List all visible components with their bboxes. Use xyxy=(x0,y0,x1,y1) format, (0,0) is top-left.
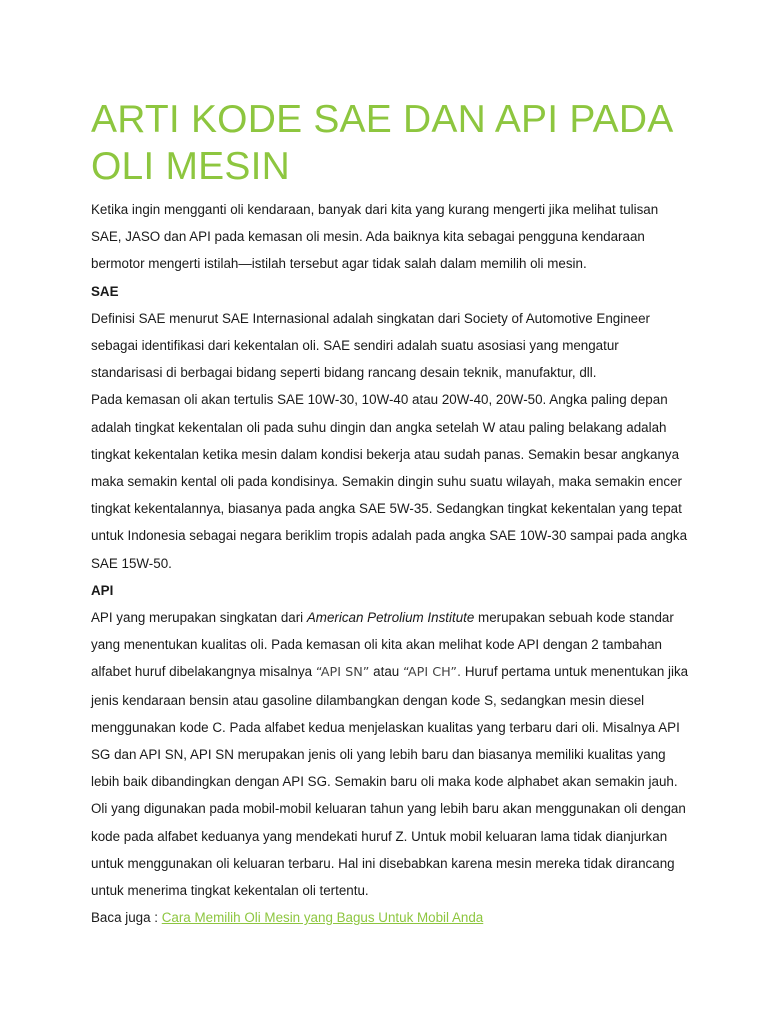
read-also-label: Baca juga : xyxy=(91,910,162,926)
api-paragraph xyxy=(91,604,691,904)
api-intro-after: merupakan sebuah kode standar yang menentukan kualitas oli. Pada kemasan oli kita akan melihat kode API dengan 2 tambahan alfabet huruf dibelakangnya misalnya xyxy=(91,610,674,680)
sae-definition-paragraph: Definisi SAE menurut SAE Internasional adalah singkatan dari Society of Automotive Engineer sebagai identifikasi dari kekentalan oli. SAE sendiri adalah suatu asosiasi yang mengatur standarisasi di berbagai bidang seperti bidang rancang desain teknik, manufaktur, dll. xyxy=(91,310,651,381)
intro-paragraph: Ketika ingin mengganti oli kendaraan, banyak dari kita yang kurang mengerti jika melihat tulisan SAE, JASO dan API pada kemasan oli mesin. Ada baiknya kita sebagai pengguna kendaraan bermotor mengerti istilah—istilah tersebut agar tidak salah dalam memilih oli mesin. xyxy=(91,202,659,272)
api-heading: API xyxy=(91,582,114,598)
article-title: ARTI KODE SAE DAN API PADA OLI MESIN xyxy=(91,98,672,188)
document-page xyxy=(91,96,691,931)
api-institute-name: American Petrolium Institute xyxy=(306,610,475,626)
api-rest-text: Huruf pertama untuk menentukan jika jenis kendaraan bensin atau gasoline dilambangkan dengan kode S, sedangkan mesin diesel menggunakan kode C. Pada alfabet kedua menjelaskan kualitas yang terbaru dari oli. Misalnya API SG dan API SN, API SN merupakan jenis oli yang lebih baru dan biasanya memiliki kualitas yang lebih baik dibandingkan dengan API SG. Semakin baru oli maka kode alphabet akan semakin jauh. Oli yang digunakan pada mobil-mobil keluaran tahun yang lebih baru akan menggunakan oli dengan kode pada alfabet keduanya yang mendekati huruf Z. Untuk mobil keluaran lama tidak dianjurkan untuk menggunakan oli keluaran terbaru. Hal ini disebabkan karena mesin mereka tidak dirancang untuk menerima tingkat kekentalan oli tertentu. xyxy=(91,664,689,899)
read-also-link[interactable]: Cara Memilih Oli Mesin yang Bagus Untuk Mobil Anda xyxy=(161,910,484,926)
read-also-line xyxy=(91,904,691,931)
api-between-codes: atau xyxy=(369,664,403,680)
api-sn-code: “API SN” xyxy=(315,665,370,681)
api-ch-code: “API CH”. xyxy=(402,665,462,681)
sae-heading: SAE xyxy=(91,283,119,299)
sae-viscosity-paragraph: Pada kemasan oli akan tertulis SAE 10W-30, 10W-40 atau 20W-40, 20W-50. Angka paling depan adalah tingkat kekentalan oli pada suhu dingin dan angka setelah W atau paling belakang adalah tingkat kekentalan ketika mesin dalam kondisi bekerja atau sudah panas. Semakin besar angkanya maka semakin kental oli pada kondisinya. Semakin dingin suhu suatu wilayah, maka semakin encer tingkat kekentalannya, biasanya pada angka SAE 5W-35. Sedangkan tingkat kekentalan yang tepat untuk Indonesia sebagai negara beriklim tropis adalah pada angka SAE 10W-30 sampai pada angka SAE 15W-50. xyxy=(91,392,688,571)
api-intro-text: API yang merupakan singkatan dari xyxy=(91,610,307,626)
